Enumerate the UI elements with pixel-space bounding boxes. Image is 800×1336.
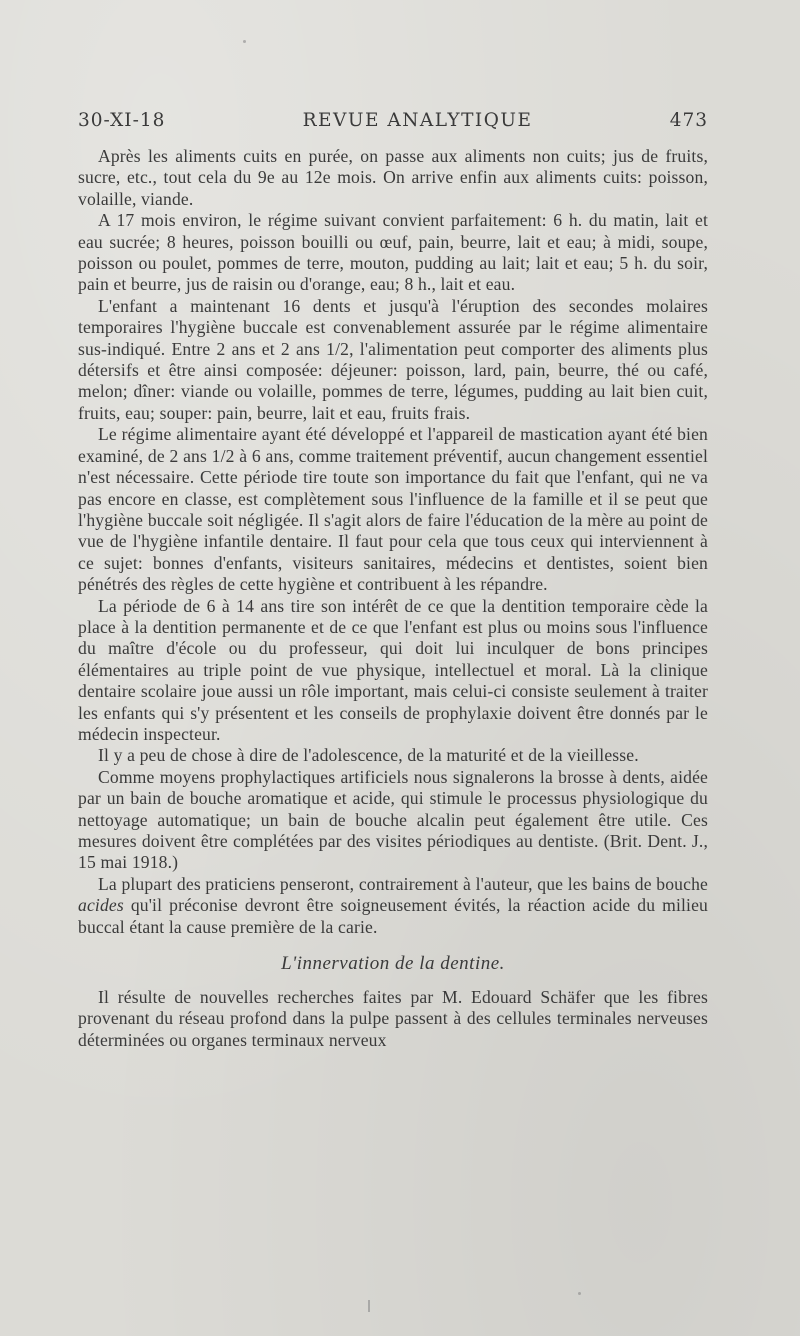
paragraph-sixteen-teeth: L'enfant a maintenant 16 dents et jusqu'à l'éruption des secondes molaires temporaires l'hygiène buccale est convenablement assurée par le régime alimentaire sus-indiqué. Entre 2 ans et 2 ans 1/2, l'alimentation peut comporter des aliments plus détersifs et être ainsi composée: déjeuner: poisson, lard, pain, beurre, thé ou café, melon; dîner: viande ou volaille, pommes de terre, légumes, pudding au lait bien cuit, fruits, eau; souper: pain, beurre, lait et eau, fruits frais. [78,295,708,423]
paper-speck [578,1292,581,1295]
article-body [78,146,708,1051]
comment-italic-word: acides [78,895,124,916]
document-page [78,110,708,1310]
paragraph-innervation: Il résulte de nouvelles recherches faites par M. Edouard Schäfer que les fibres provenant du réseau profond dans la pulpe passent à des cellules terminales nerveuses déterminées ou organes terminaux nerveux [78,987,708,1050]
header-journal-title: REVUE ANALYTIQUE [302,110,533,131]
comment-text-after: qu'il préconise devront être soigneusement évités, la réaction acide du milieu buccal étant la cause première de la carie. [78,895,708,937]
paragraph-school-age: La période de 6 à 14 ans tire son intérêt de ce que la dentition temporaire cède la place à la dentition permanente et de ce que l'enfant est plus ou moins sous l'influence du maître d'école ou du professeur, qui doit lui inculquer de bons principes élémentaires au triple point de vue physique, intellectuel et moral. Là la clinique dentaire scolaire joue aussi un rôle important, mais celui-ci consiste seulement à traiter les enfants qui s'y présentent et les conseils de prophylaxie doivent être donnés par le médecin inspecteur. [78,595,708,744]
paragraph-preventive-treatment: Le régime alimentaire ayant été développé et l'appareil de mastication ayant été bien examiné, de 2 ans 1/2 à 6 ans, comme traitement préventif, aucun changement essentiel n'est nécessaire. Cette période tire toute son importance du fait que l'enfant, qui ne va pas encore en classe, est complètement sous l'influence de la famille et il se peut que l'hygiène buccale soit négligée. Il s'agit alors de faire l'éducation de la mère au point de vue de l'hygiène infantile dentaire. Il faut pour cela que tous ceux qui interviennent à ce sujet: bonnes d'enfants, visiteurs sanitaires, médecins et dentistes, soient bien pénétrés des règles de cette hygiène et contribuent à les répandre. [78,424,708,595]
paper-speck [368,1300,370,1312]
paragraph-artificial-prophylaxis: Comme moyens prophylactiques artificiels nous signalerons la brosse à dents, aidée par un bain de bouche aromatique et acide, qui stimule le processus physiologique du nettoyage automatique; un bain de bouche alcalin peut également être utile. Ces mesures doivent être complétées par des visites périodiques au dentiste. (Brit. Dent. J., 15 mai 1918.) [78,766,708,873]
paragraph-adolescence: Il y a peu de chose à dire de l'adolescence, de la maturité et de la vieillesse. [98,745,639,766]
section-heading: L'innervation de la dentine. [281,953,505,975]
header-date: 30-XI-18 [78,110,166,131]
paragraph-editor-comment [78,874,708,938]
running-header [78,110,708,144]
paragraph-food-progression: Après les aliments cuits en purée, on passe aux aliments non cuits; jus de fruits, sucre, etc., tout cela du 9e au 12e mois. On arrive enfin aux aliments cuits: poisson, volaille, viande. [78,146,708,209]
header-page-number: 473 [669,110,708,131]
comment-text-before: La plupart des praticiens penseront, contrairement à l'auteur, que les bains de bouche [98,873,708,894]
paper-speck [243,40,246,43]
paragraph-diet-17-months: A 17 mois environ, le régime suivant convient parfaitement: 6 h. du matin, lait et eau sucrée; 8 heures, poisson bouilli ou œuf, pain, beurre, lait et eau; à midi, soupe, poisson ou poulet, pommes de terre, mouton, pudding au lait; lait et eau; 5 h. du soir, pain et beurre, jus de raisin ou d'orange, eau; 8 h., lait et eau. [78,210,708,295]
